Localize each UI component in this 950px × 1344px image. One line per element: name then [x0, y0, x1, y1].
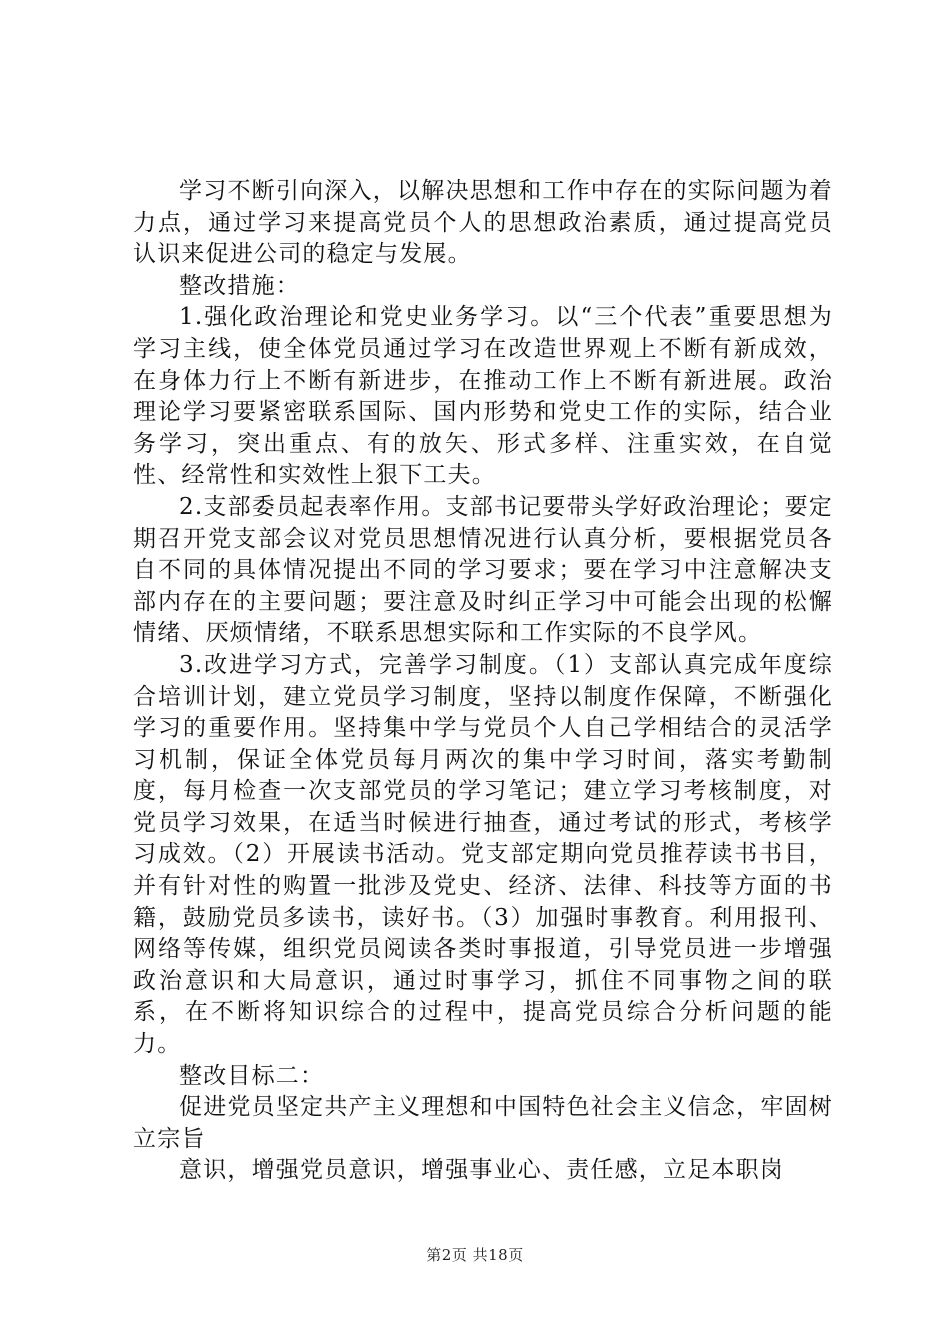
page-footer [0, 1244, 950, 1265]
heading-rectification-goal-2: 整改目标二： [179, 1062, 325, 1089]
paragraph-goal-2-text: 促进党员坚定共产主义理想和中国特色社会主义信念，牢固树立宗旨 [133, 1094, 833, 1152]
heading-rectification-measures: 整改措施： [179, 272, 300, 299]
paragraph-measure-1: 1.强化政治理论和党史业务学习。以“三个代表”重要思想为学习主线，使全体党员通过学习在改造世界观上不断有新成效，在身体力行上不断有新进步，在推动工作上不断有新进展。政治理论学习要紧密联系国际、国内形势和党史工作的实际，结合业务学习，突出重点、有的放矢、形式多样、注重实效，在自觉性、经常性和实效性上狠下工夫。 [133, 304, 833, 489]
paragraph-goal-2-continued: 意识，增强党员意识，增强事业心、责任感，立足本职岗 [179, 1157, 784, 1184]
document-body [133, 176, 833, 1187]
paragraph-measure-3: 3.改进学习方式，完善学习制度。（1）支部认真完成年度综合培训计划，建立党员学习制度，坚持以制度作保障，不断强化学习的重要作用。坚持集中学与党员个人自己学相结合的灵活学习机制，保证全体党员每月两次的集中学习时间，落实考勤制度，每月检查一次支部党员的学习笔记；建立学习考核制度，对党员学习效果，在适当时候进行抽查，通过考试的形式，考核学习成效。（2）开展读书活动。党支部定期向党员推荐读书书目，并有针对性的购置一批涉及党史、经济、法律、科技等方面的书籍，鼓励党员多读书，读好书。（3）加强时事教育。利用报刊、网络等传媒，组织党员阅读各类时事报道，引导党员进一步增强政治意识和大局意识，通过时事学习，抓住不同事物之间的联系，在不断将知识综合的过程中，提高党员综合分析问题的能力。 [133, 651, 833, 1058]
page-number-label: 第2页 共18页 [426, 1246, 524, 1264]
paragraph-measure-2: 2.支部委员起表率作用。支部书记要带头学好政治理论；要定期召开党支部会议对党员思想情况进行认真分析，要根据党员各自不同的具体情况提出不同的学习要求；要在学习中注意解决支部内存在的主要问题；要注意及时纠正学习中可能会出现的松懈情绪、厌烦情绪，不联系思想实际和工作实际的不良学风。 [133, 493, 833, 647]
paragraph-continuation: 学习不断引向深入，以解决思想和工作中存在的实际问题为着力点，通过学习来提高党员个人的思想政治素质，通过提高党员认识来促进公司的稳定与发展。 [133, 178, 833, 268]
